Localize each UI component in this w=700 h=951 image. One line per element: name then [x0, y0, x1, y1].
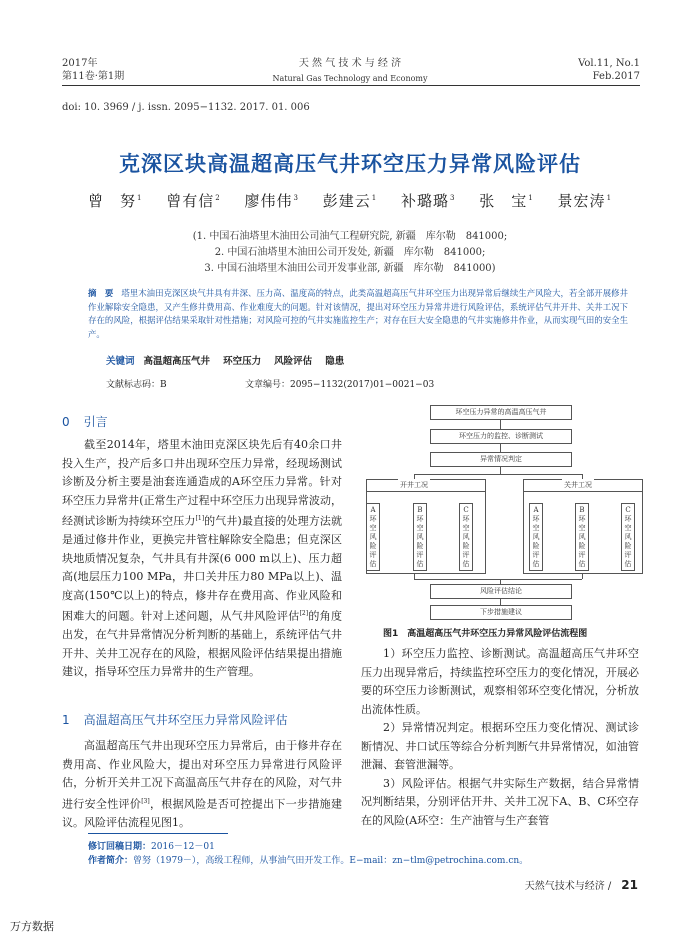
affiliation-3: 3. 中国石油塔里木油田公司开发事业部, 新疆 库尔勒 841000)	[204, 263, 496, 274]
header-rule	[62, 85, 640, 86]
header-volume-en: Vol.11, No.1	[578, 58, 640, 69]
author-list	[0, 190, 700, 211]
flow-box-judgment: 异常情况判定	[430, 452, 572, 467]
keyword: 环空压力	[223, 356, 262, 367]
abstract-text: 塔里木油田克深区块气井具有井深、压力高、温度高的特点，此类高温超高压气井环空压力出现异常后继续生产风险大，若全部开展修井作业解除安全隐患，又产生修井费用高、作业难度大的问题。针对该情况，提出对环空压力异常井进行风险评估，系统评估气井开井、关井工况下存在的风险，根据评估结果采取针对性措施；对风险可控的气井实施监控生产；对存在巨大安全隐患的气井实施修井作业，从而实现气田的安全生产。	[88, 288, 629, 339]
flow-box-monitoring: 环空压力的监控、诊断测试	[430, 429, 572, 444]
shut-c-annulus-box: C环空风险评估	[621, 503, 635, 571]
flow-connector	[414, 474, 582, 475]
header-date-en: Feb.2017	[592, 71, 640, 82]
shut-a-annulus-box: A环空风险评估	[529, 503, 543, 571]
shut-in-label: 关井工况	[564, 481, 592, 489]
doi: doi: 10. 3969 / j. issn. 2095−1132. 2017. 01. 006	[62, 102, 310, 113]
abstract-label: 摘 要	[88, 288, 114, 298]
flow-box-conclusion: 风险评估结论	[430, 584, 572, 599]
article-number: 文章编号：2095−1132(2017)01−0021−03	[245, 380, 435, 390]
footnote-revised: 修订回稿日期：2016－12－01	[88, 842, 215, 852]
affiliation-2: 2. 中国石油塔里木油田公司开发处, 新疆 库尔勒 841000;	[214, 247, 486, 258]
paragraph: 2）异常情况判定。根据环空压力变化情况、测试诊断情况、井口试压等综合分析判断气井异常情况，如油管泄漏、套管泄漏等。	[361, 721, 639, 771]
clc-code: 文献标志码：B	[106, 380, 167, 390]
shut-b-annulus-box: B环空风险评估	[575, 503, 589, 571]
flow-connector	[500, 443, 501, 452]
author: 彭建云$^1$	[322, 192, 378, 210]
flow-connector	[414, 579, 582, 580]
open-b-annulus-box: B环空风险评估	[413, 503, 427, 571]
keyword: 风险评估	[274, 356, 313, 367]
keywords	[106, 353, 354, 367]
open-a-annulus-box: A环空风险评估	[366, 503, 380, 571]
intro-paragraph: 截至2014年，塔里木油田克深区块先后有40余口井投入生产，投产后多口井出现环空压力异常，经现场测试诊断及分析主要是油套连通造成的A环空压力异常。针对环空压力异常井(正常生产过程中环空压力出现异常波动，经测试诊断为持续环空压力[1]的气井)最直接的处理方法就是通过修井作业，更换完井管柱解除安全隐患；但克深区块地质情况复杂，气井具有井深(6 000 m以上)、压力超高(地层压力100 MPa，井口关井压力80 MPa以上)、温度高(150℃以上)的特点，修井存在费用高、作业风险和困难大的问题。针对上述问题，从气井风险评估[2]的角度出发，在气井异常情况分析判断的基础上，系统评估气井开井、关井工况存在的风险，根据风险评估结果提出措施建议，指导环空压力异常井的生产管理。	[62, 438, 343, 679]
header-journal-cn: 天 然 气 技 术 与 经 济	[298, 58, 402, 69]
author: 曾有信$^2$	[166, 192, 221, 210]
flow-box-abnormal-well: 环空压力异常的高温高压气井	[430, 405, 572, 420]
keywords-label: 关键词	[106, 356, 135, 367]
affiliation-1: (1. 中国石油塔里木油田公司油气工程研究院, 新疆 库尔勒 841000;	[192, 231, 508, 242]
group-divider	[523, 491, 642, 492]
paper-title: 克深区块高温超高压气井环空压力异常风险评估	[119, 152, 581, 176]
keyword: 隐患	[325, 356, 345, 367]
paragraph: 3）风险评估。根据气井实际生产数据，结合异常情况判断结果，分别评估开井、关井工况下A、B、C环空存在的风险(A环空：生产油管与生产套管	[361, 776, 639, 827]
section-1-heading: 1 高温超高压气井环空压力异常风险评估	[62, 713, 288, 727]
group-divider	[366, 491, 485, 492]
flow-connector	[500, 466, 501, 474]
author: 景宏涛$^1$	[557, 192, 613, 210]
keyword: 高温超高压气井	[143, 356, 211, 367]
figure-1-caption: 图1 高温超高压气井环空压力异常风险评估流程图	[383, 629, 588, 639]
footnote-author: 作者简介：曾努（1979－），高级工程师，从事油气田开发工作。E−mail：zn−tlm@petrochina.com.cn。	[88, 856, 529, 866]
flow-connector	[500, 598, 501, 605]
header-year: 2017年	[62, 58, 98, 69]
author: 张 宝$^1$	[479, 192, 534, 210]
page-footer: 天然气技术与经济 / 21	[524, 878, 638, 892]
open-well-label: 开井工况	[400, 481, 428, 489]
author: 曾 努$^1$	[87, 192, 143, 210]
paragraph: 1）环空压力监控、诊断测试。高温超高压气井环空压力出现异常后，持续监控环空压力的变化情况，开展必要的环空压力诊断测试，观察相邻环空变化情况，分析放出流体性质。	[361, 647, 639, 716]
abstract	[88, 287, 628, 341]
watermark: 万方数据	[10, 920, 54, 933]
right-column-text	[361, 645, 639, 830]
author: 补璐璐$^3$	[401, 192, 456, 210]
flow-box-next-steps: 下步措施建议	[430, 605, 572, 620]
flow-connector	[582, 573, 583, 579]
header-volume-cn: 第11卷·第1期	[62, 71, 125, 82]
footnote-rule	[88, 833, 228, 834]
section-0-heading: 0 引言	[62, 415, 108, 429]
flow-connector	[500, 419, 501, 429]
header-journal-en: Natural Gas Technology and Economy	[272, 74, 428, 83]
open-c-annulus-box: C环空风险评估	[459, 503, 473, 571]
page-number: 21	[621, 878, 638, 892]
section-1-paragraph: 高温超高压气井出现环空压力异常后，由于修井存在费用高、作业风险大，提出对环空压力异常进行风险评估，分析开关井工况下高温高压气井存在的风险，对气井进行安全性评价[3]，根据风险是否可控提出下一步措施建议。风险评估流程见图1。	[62, 739, 342, 829]
author: 廖伟伟$^3$	[244, 192, 299, 210]
